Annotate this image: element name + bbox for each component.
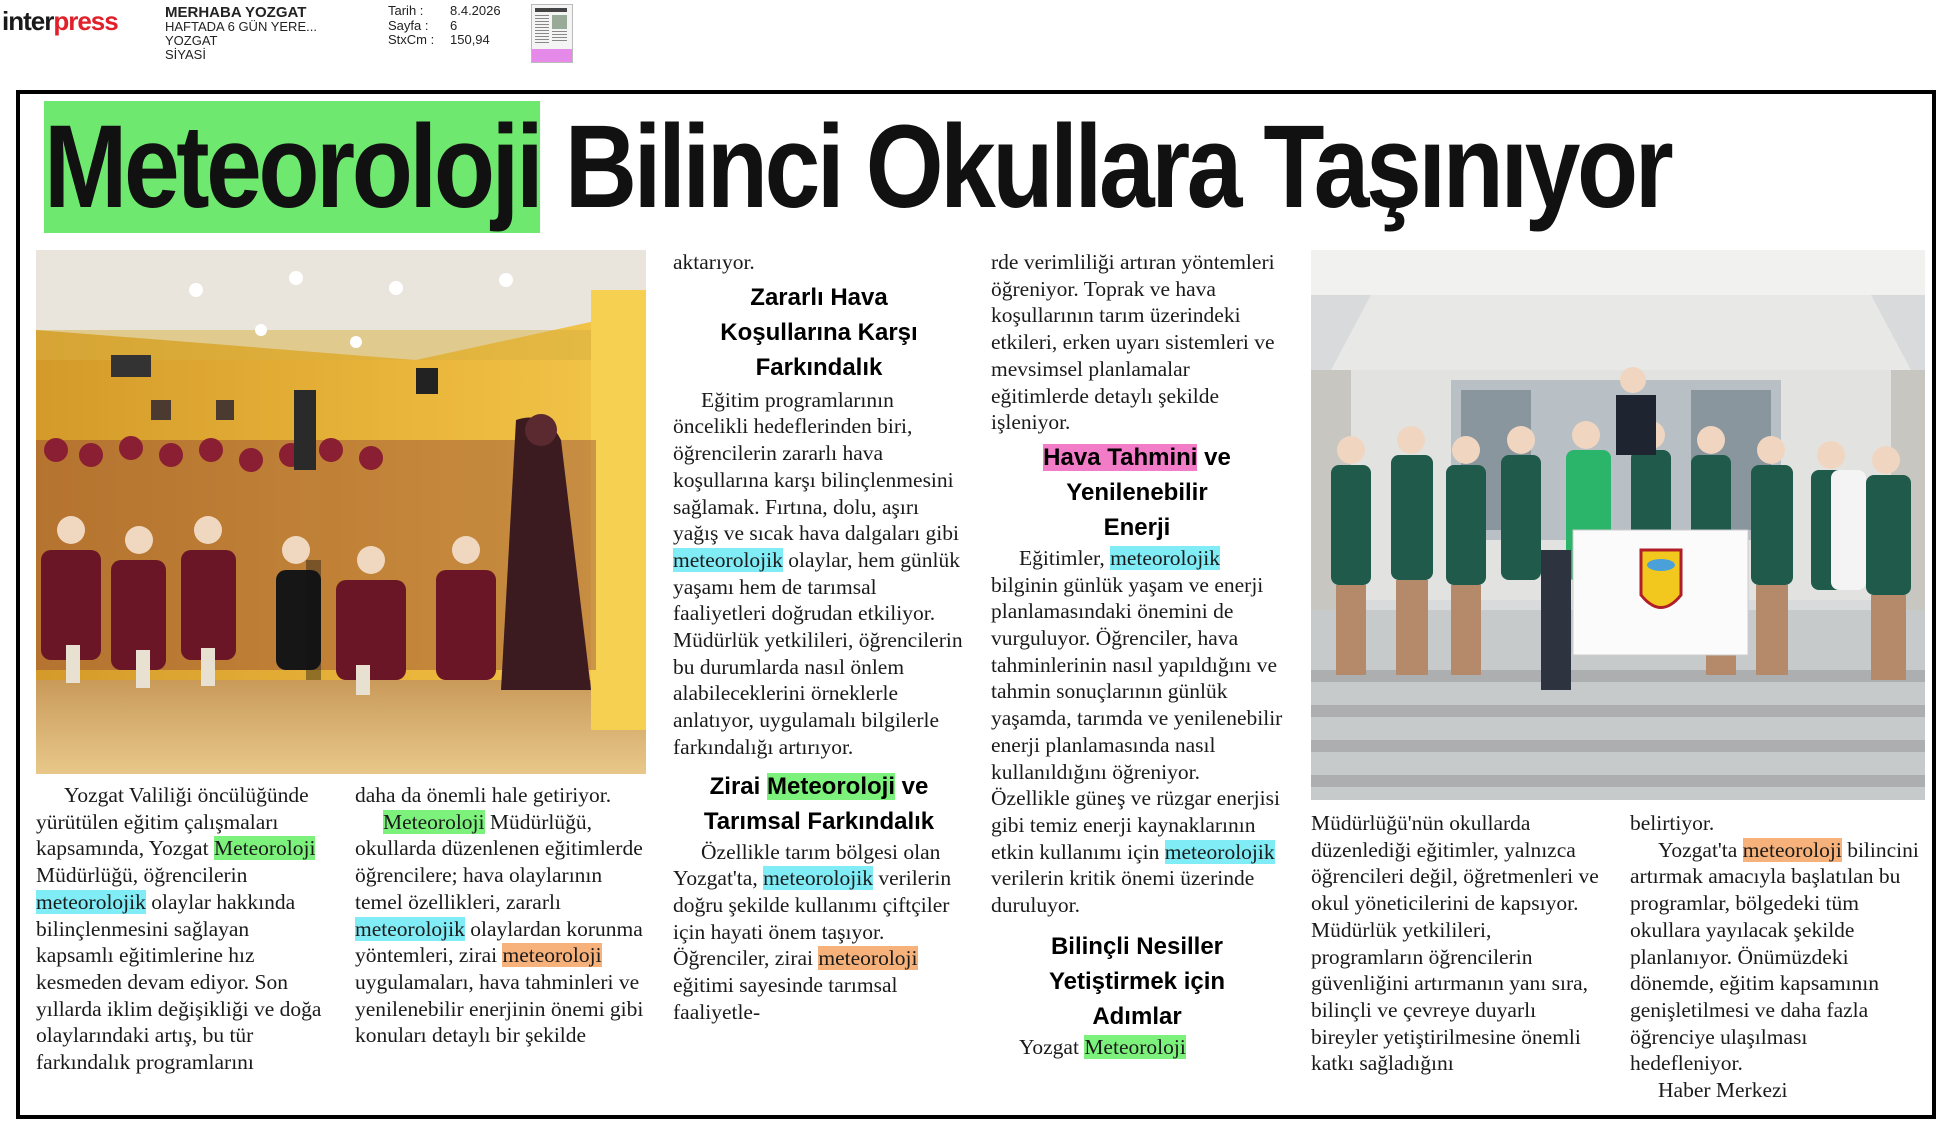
students-flag-photo <box>1311 250 1925 800</box>
headline-rest: Bilinci Okullara Taşınıyor <box>540 101 1671 233</box>
logo-part-press: press <box>53 6 118 36</box>
stxcm-label: StxCm : <box>388 32 435 47</box>
text-run: verilerin kritik önemi üzerinde duruluyor. <box>991 866 1255 918</box>
subheading <box>991 436 1283 545</box>
text-run: ve Yenilenebilir Enerji <box>1066 443 1231 541</box>
text-run: Eğitim programlarının öncelikli hedeflerinden biri, öğrencilerin zararlı hava koşullarına karşı bilinçlenmesini sağlamak. Fırtına, dolu, aşırı yağış ve sıcak hava dalgaları gibi <box>673 387 959 546</box>
page-label: Sayfa : <box>388 17 429 33</box>
text-run: Müdürlüğü, okullarda düzenlenen eğitimlerde öğrencilere; hava olaylarının temel özellikleri, zararlı <box>355 809 643 914</box>
text-run: olaylar hakkında bilinçlenmesini sağlayan kapsamlı eğitimlerine hız kesmeden devam ediyor. Son yıllarda iklim değişikliği ve doğa olaylarındaki artış, bu tür farkındalık programlarını <box>36 889 322 1075</box>
publication-name: MERHABA YOZGAT <box>165 4 307 21</box>
text-run: Özellikle tarım bölgesi olan Yozgat'ta, <box>673 839 941 891</box>
column-6 <box>1630 810 1922 1104</box>
paragraph <box>673 387 965 761</box>
text-run: verilerin doğru şekilde kullanımı çiftçiler için hayati önem taşıyor. Öğrenciler, zirai <box>673 866 952 971</box>
auditorium-photo <box>36 250 646 774</box>
column-2 <box>355 782 647 1049</box>
paragraph: belirtiyor. <box>1630 811 1715 835</box>
paragraph: daha da önemli hale getiriyor. <box>355 783 612 807</box>
paragraph <box>991 1034 1283 1061</box>
highlight-green: Meteoroloji <box>213 836 316 861</box>
stxcm-value: 150,94 <box>450 32 490 47</box>
subheading: Bilinçli Nesiller Yetiştirmek için Adımlar <box>1048 932 1226 1030</box>
page-thumbnail[interactable] <box>531 4 573 63</box>
column-3 <box>673 249 965 1025</box>
highlight-cyan: meteorolojik <box>1164 839 1275 864</box>
clipping-meta <box>388 4 501 48</box>
highlight-cyan: meteorolojik <box>1110 545 1220 570</box>
highlight-cyan: meteorolojik <box>355 916 465 941</box>
highlight-orange: meteoroloji <box>1742 837 1842 862</box>
paragraph <box>36 782 328 1076</box>
highlight-pink: Hava Tahmini <box>1043 443 1198 471</box>
text-run: Müdürlüğü, öğrencilerin <box>36 863 248 888</box>
publication-frequency: HAFTADA 6 GÜN YERE... <box>165 19 317 34</box>
text-run: ve Tarımsal Farkındalık <box>703 772 935 835</box>
highlight-orange: meteoroloji <box>502 943 602 968</box>
highlight-green: Meteoroloji <box>1084 1034 1186 1059</box>
text-row: uygulamaları, hava tahminleri ve yenilenebilir enerjinin önemi gibi konuları detaylı bir şekilde <box>355 969 644 1048</box>
publication-info <box>165 6 317 62</box>
paragraph <box>991 545 1283 919</box>
headline-highlight: Meteoroloji <box>44 101 541 233</box>
subheading <box>673 761 965 839</box>
column-1 <box>36 782 328 1076</box>
text-run: bilincini artırmak amacıyla başlatılan bu programlar, bölgedeki tüm okullara yayılacak şekilde planlanıyor. Önümüzdeki dönemde, eğitim kapsamının genişletilmesi ve daha fazla öğrenciye ulaşılması hedefleniyor. <box>1630 837 1919 1076</box>
text-run: bilginin günlük yaşam ve enerji planlamasındaki önemini de vurguluyor. Öğrenciler, hava tahminlerinin nasıl yapıldığını ve tahmin sonuçlarının günlük yaşamda, tarımda ve yenilenebilir enerji planlamasında nasıl kullanıldığını öğreniyor. Özellikle güneş ve rüzgar enerjisi gibi temiz enerji kaynaklarının etkin kullanımı için <box>991 572 1283 864</box>
page-value: 6 <box>450 17 458 33</box>
paragraph <box>673 839 965 1026</box>
highlight-orange: meteoroloji <box>818 946 918 971</box>
text-run: Zirai <box>709 772 767 800</box>
text-run: olaylar, hem günlük yaşamı hem de tarımsal faaliyetleri doğrudan etkiliyor. Müdürlük yetkilileri, öğrencilerin bu durumlarda nasıl önlem alabileceklerini örneklerle anlatıyor, uygulamalı bilgilerle farkındalığı artırıyor. <box>673 547 963 759</box>
highlight-green: Meteoroloji <box>766 772 895 800</box>
interpress-logo <box>2 6 118 37</box>
highlight-cyan: meteorolojik <box>763 866 873 891</box>
paragraph <box>355 809 647 1049</box>
publication-category: SİYASİ <box>165 47 206 62</box>
publication-region: YOZGAT <box>165 33 218 48</box>
subheading: Zararlı Hava Koşullarına Karşı Farkındalık <box>720 283 918 381</box>
paragraph: aktarıyor. <box>673 250 755 274</box>
date-label: Tarih : <box>388 3 424 18</box>
paragraph: rde verimliliği artıran yöntemleri öğreniyor. Toprak ve hava koşullarının tarım üzerindeki etkileri, erken uyarı sistemleri ve mevsimsel planlamalar eğitimlerde detaylı şekilde işleniyor. <box>991 250 1275 435</box>
author-credit: Haber Merkezi <box>1658 1078 1788 1103</box>
highlight-cyan: meteorolojik <box>36 889 146 914</box>
column-5 <box>1311 810 1603 1077</box>
text-run: eğitimi sayesinde tarımsal faaliyetle- <box>673 973 898 1024</box>
date-value: 8.4.2026 <box>450 3 501 18</box>
paragraph <box>1630 837 1922 1077</box>
paragraph: Müdürlük yetkilileri, programların öğrencilerin güvenliğini artırmanın yanı sıra, bilinçli ve çevreye duyarlı bireyler yetiştirilmesine önemli katkı sağladığını <box>1311 917 1589 1076</box>
logo-part-inter: inter <box>2 6 54 36</box>
text-run: Eğitimler, <box>1019 545 1111 570</box>
column-4 <box>991 249 1283 1060</box>
paragraph: Müdürlüğü'nün okullarda düzenlediği eğitimler, yalnızca öğrencileri değil, öğretmenleri ve okul yöneticilerini de kapsıyor. <box>1311 811 1599 916</box>
headline <box>44 101 1671 233</box>
text-run: Yozgat <box>1019 1034 1085 1059</box>
highlight-green: Meteoroloji <box>383 809 485 834</box>
text-run: Yozgat'ta <box>1658 837 1743 862</box>
highlight-cyan: meteorolojik <box>673 547 783 572</box>
text-run: olaylardan korunma yöntemleri, zirai <box>355 916 643 968</box>
text-run: Yozgat Valiliği öncülüğünde yürütülen eğitim çalışmaları kapsamında, Yozgat <box>36 783 309 861</box>
